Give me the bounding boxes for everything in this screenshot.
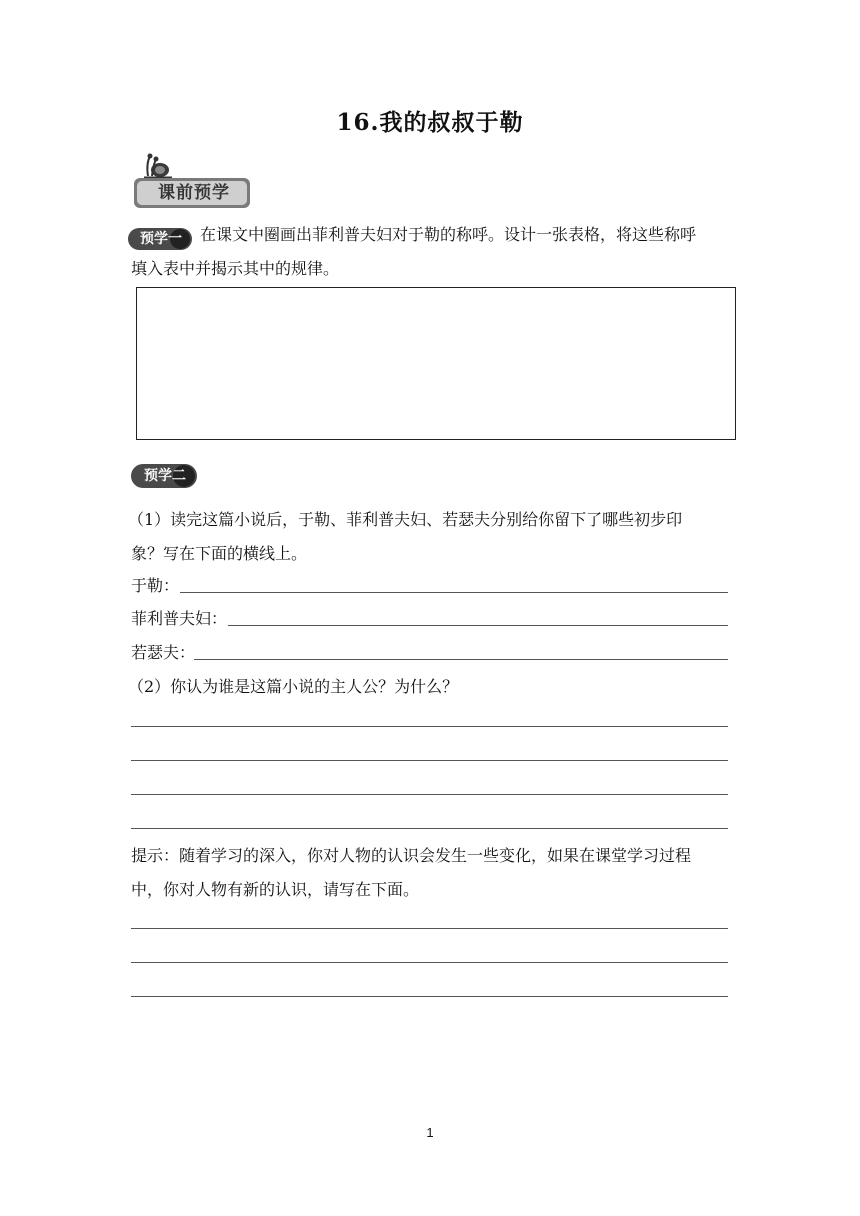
label-joseph: 若瑟夫： [131, 643, 196, 662]
answer-line-hint-3[interactable] [131, 996, 728, 997]
answer-line-q2-4[interactable] [131, 828, 728, 829]
answer-line-yule[interactable] [180, 592, 728, 593]
answer-line-q2-2[interactable] [131, 760, 728, 761]
section-badge [130, 150, 252, 210]
answer-line-joseph[interactable] [194, 659, 728, 660]
task2-badge-label: 预学二 [144, 468, 186, 484]
answer-table-box[interactable] [136, 287, 736, 440]
q2-text: （2）你认为谁是这篇小说的主人公？为什么？ [128, 677, 459, 696]
task2-badge [131, 463, 197, 489]
hint-text-line2: 中，你对人物有新的认识，请写在下面。 [131, 880, 420, 899]
task1-text-line1: 在课文中圈画出菲利普夫妇对于勒的称呼。设计一张表格，将这些称呼 [200, 225, 697, 244]
answer-line-hint-1[interactable] [131, 928, 728, 929]
page-number: 1 [426, 1125, 434, 1140]
section-badge-label: 课前预学 [158, 183, 230, 203]
label-yule: 于勒： [131, 576, 180, 595]
task1-text-line2: 填入表中并揭示其中的规律。 [131, 259, 340, 278]
answer-line-q2-1[interactable] [131, 726, 728, 727]
task1-badge [128, 227, 192, 251]
q1-text-line1: （1）读完这篇小说后，于勒、菲利普夫妇、若瑟夫分别给你留下了哪些初步印 [128, 510, 683, 529]
answer-line-philippe[interactable] [228, 625, 728, 626]
task1-badge-label: 预学一 [140, 231, 182, 247]
page-title: 16.我的叔叔于勒 [336, 109, 524, 136]
hint-text-line1: 提示：随着学习的深入，你对人物的认识会发生一些变化，如果在课堂学习过程 [131, 846, 692, 865]
answer-line-hint-2[interactable] [131, 962, 728, 963]
q1-text-line2: 象？写在下面的横线上。 [131, 544, 308, 563]
label-philippe: 菲利普夫妇： [131, 609, 228, 628]
answer-line-q2-3[interactable] [131, 794, 728, 795]
